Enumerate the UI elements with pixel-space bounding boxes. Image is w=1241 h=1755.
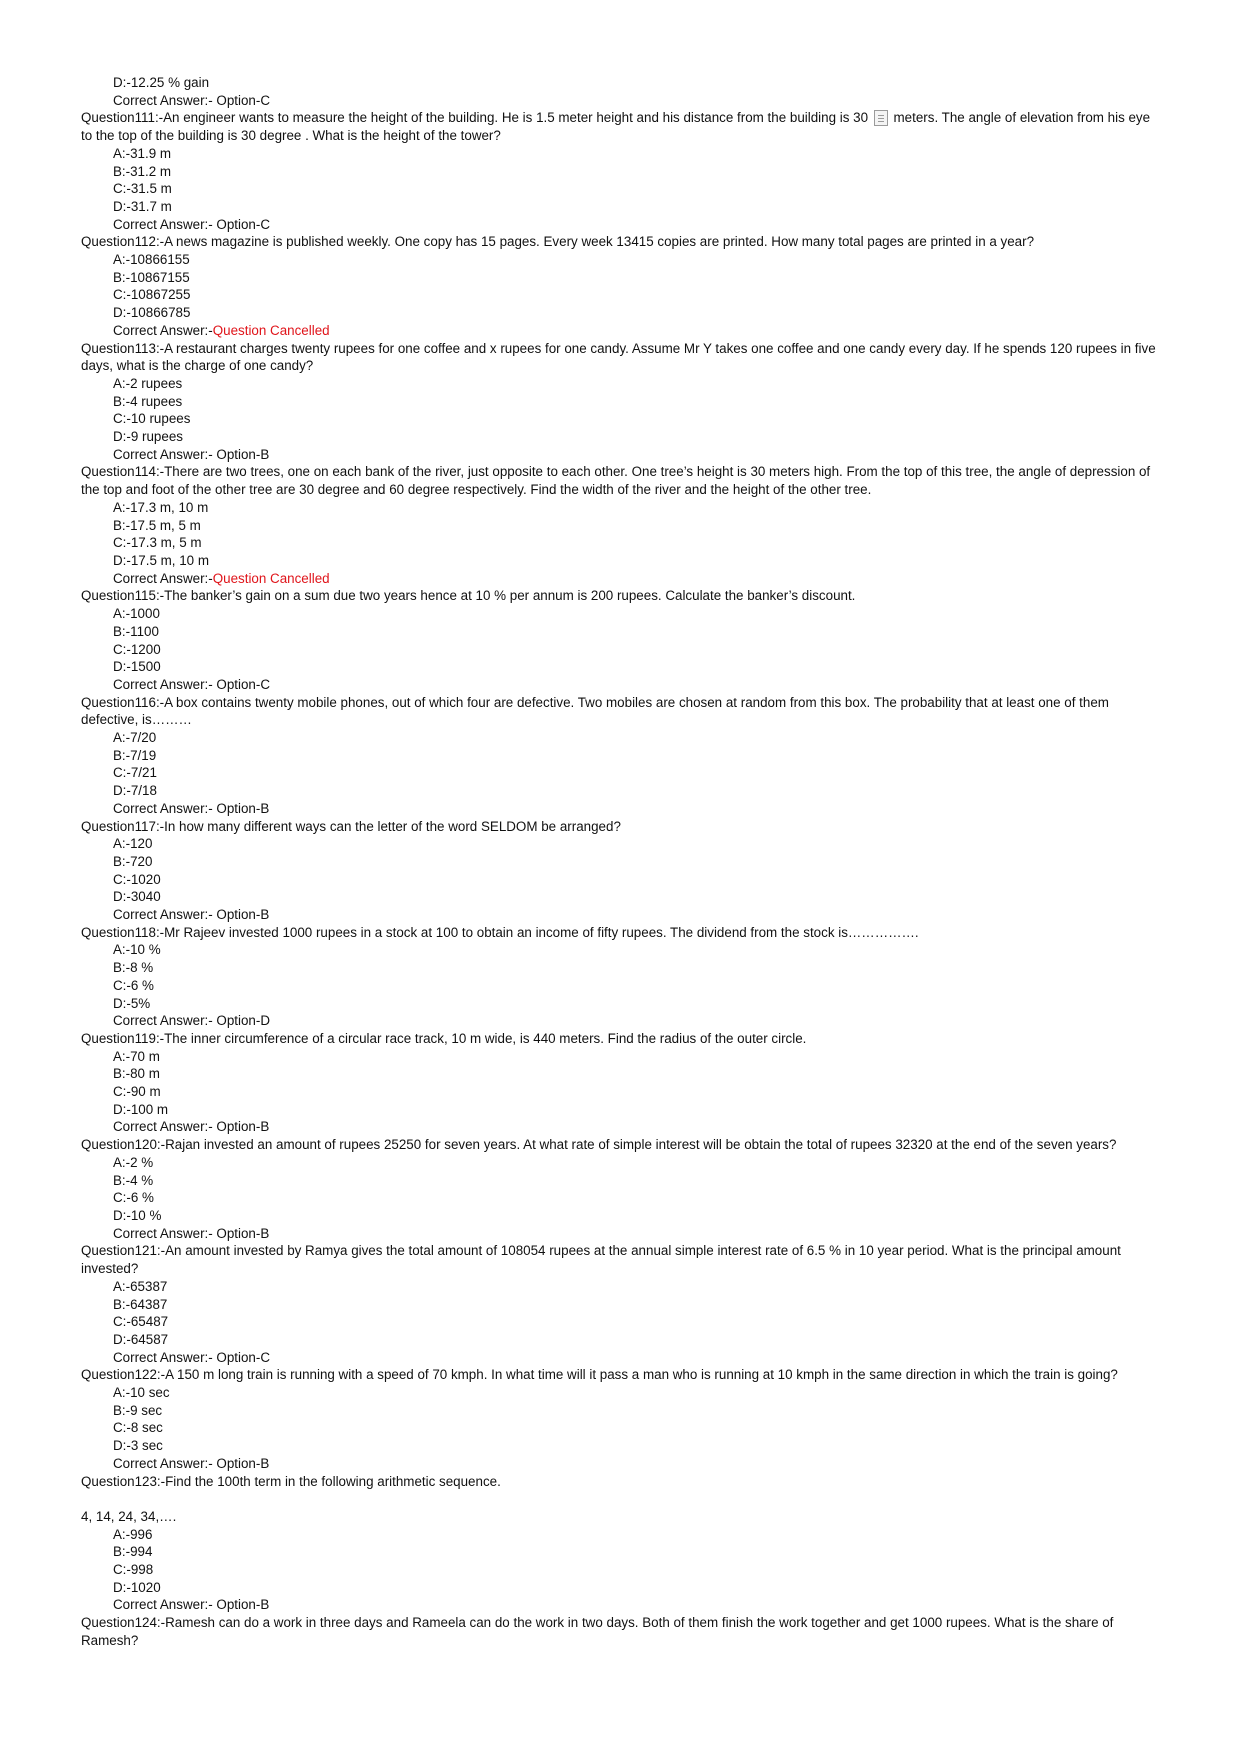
correct-answer: Correct Answer:- Option-B [113,1225,270,1241]
correct-answer: Correct Answer:- Option-D [113,1013,271,1029]
option-a: A:-1000 [113,606,160,622]
question-text: Question117:-In how many different ways can the letter of the word SELDOM be arranged? [81,818,621,834]
option-d: D:-31.7 m [113,198,172,214]
option-a: A:-31.9 m [113,145,172,161]
correct-answer: Correct Answer:- Option-C [113,216,271,232]
correct-answer: Correct Answer:- Option-C [113,92,271,108]
cancelled-notice: Question Cancelled [212,322,330,338]
option-c: C:-998 [113,1562,154,1578]
option-d: D:-10 % [113,1208,162,1223]
option-c: C:-90 m [113,1084,161,1100]
option-b: B:-720 [113,853,153,869]
question-text: Question118:-Mr Rajeev invested 1000 rupees in a stock at 100 to obtain an income of fifty rupees. The dividend from the stock is……………. [81,924,919,940]
correct-answer: Correct Answer:- Option-B [113,1119,270,1135]
option-b: B:-4 rupees [113,393,183,409]
option-d: D:-1500 [113,659,161,675]
question-text: Question121:-An amount invested by Ramya gives the total amount of 108054 rupees at the annual simple interest rate of 6.5 % in 10 year period. What is the principal amount invested? [81,1243,1121,1277]
correct-answer: Correct Answer:- Option-B [113,446,270,462]
option-d: D:-64587 [113,1331,169,1347]
question-text: Question122:-A 150 m long train is running with a speed of 70 kmph. In what time will it pass a man who is running at 10 kmph in the same direction in which the train is going? [81,1367,1118,1383]
option-b: B:-64387 [113,1296,168,1312]
option-d: D:-9 rupees [113,429,183,445]
correct-answer: Correct Answer:- Option-C [113,676,271,692]
option-c: C:-8 sec [113,1420,163,1436]
option-c: C:-10867255 [113,287,191,303]
question-text: Question124:-Ramesh can do a work in three days and Rameela can do the work in two days. Both of them finish the work together and get 1000 rupees. What is the share of Ramesh? [81,1615,1114,1648]
option-a: A:-70 m [113,1048,160,1064]
option-a: A:-996 [113,1526,153,1542]
option-b: B:-17.5 m, 5 m [113,517,201,533]
correct-answer: Correct Answer:- Option-B [113,1597,270,1613]
option-d: D:-10866785 [113,305,191,321]
option-d: D:-1020 [113,1579,161,1595]
option-a: A:-65387 [113,1278,168,1294]
option-d: D:-7/18 [113,783,157,799]
option-b: B:-8 % [113,960,154,976]
option-d: D:-12.25 % gain [113,75,210,90]
option-b: B:-4 % [113,1172,154,1188]
option-b: B:-10867155 [113,269,190,285]
question-text: Question120:-Rajan invested an amount of rupees 25250 for seven years. At what rate of simple interest will be obtain the total of rupees 32320 at the end of the seven years? [81,1137,1117,1153]
option-a: A:-10 sec [113,1385,170,1401]
option-b: B:-994 [113,1544,153,1560]
option-b: B:-31.2 m [113,163,172,179]
option-a: A:-7/20 [113,730,157,746]
correct-answer: Correct Answer:- Option-B [113,800,270,816]
option-c: C:-6 % [113,977,154,993]
correct-answer: Correct Answer:- Option-B [113,1455,270,1471]
option-a: A:-10 % [113,942,161,958]
option-b: B:-9 sec [113,1402,163,1418]
correct-answer: Correct Answer:-Question Cancelled [113,322,330,338]
question-text: Question114:-There are two trees, one on each bank of the river, just opposite to each other. One tree’s height is 30 meters high. From the top of this tree, the angle of depression of the top and foot of the other tree are 30 degree and 60 degree respectively. Find the width of the river and the height of the other tree. [81,464,1151,498]
option-c: C:-6 % [113,1190,154,1206]
question-text: Question113:-A restaurant charges twenty rupees for one coffee and x rupees for one candy. Assume Mr Y takes one coffee and one candy every day. If he spends 120 rupees in five days, what is the charge of one candy? [81,340,1156,374]
option-d: D:-3 sec [113,1438,163,1454]
sequence-text: 4, 14, 24, 34,…. [81,1508,177,1524]
option-c: C:-1020 [113,871,161,887]
option-d: D:-17.5 m, 10 m [113,552,209,568]
question-text: Question116:-A box contains twenty mobile phones, out of which four are defective. Two mobiles are chosen at random from this box. The probability that at least one of them defective, is……… [81,694,1109,728]
correct-answer: Correct Answer:- Option-B [113,907,270,923]
option-d: D:-3040 [113,889,161,905]
option-c: C:-17.3 m, 5 m [113,535,202,551]
option-c: C:-7/21 [113,765,157,781]
question-list [81,74,1161,1650]
correct-answer: Correct Answer:-Question Cancelled [113,570,330,586]
option-d: D:-100 m [113,1101,169,1117]
option-d: D:-5% [113,995,151,1011]
option-a: A:-2 % [113,1154,154,1170]
option-b: B:-7/19 [113,747,157,763]
embedded-image-icon [874,110,888,126]
option-a: A:-120 [113,836,153,852]
option-a: A:-2 rupees [113,375,183,391]
cancelled-notice: Question Cancelled [212,570,330,586]
question-text: Question123:-Find the 100th term in the following arithmetic sequence. [81,1473,501,1489]
option-c: C:-31.5 m [113,181,172,197]
option-b: B:-1100 [113,623,159,639]
blank-line [81,1490,1161,1508]
question-text: Question119:-The inner circumference of a circular race track, 10 m wide, is 440 meters. Find the radius of the outer circle. [81,1030,807,1046]
option-a: A:-10866155 [113,252,190,268]
correct-answer: Correct Answer:- Option-C [113,1349,271,1365]
option-b: B:-80 m [113,1066,160,1082]
question-text: Question115:-The banker’s gain on a sum due two years hence at 10 % per annum is 200 rupees. Calculate the banker’s discount. [81,588,856,604]
question-text: Question112:-A news magazine is published weekly. One copy has 15 pages. Every week 13415 copies are printed. How many total pages are printed in a year? [81,234,1035,250]
option-c: C:-65487 [113,1314,169,1330]
option-a: A:-17.3 m, 10 m [113,499,209,515]
option-c: C:-10 rupees [113,411,191,427]
option-c: C:-1200 [113,641,161,657]
question-text: Question111:-An engineer wants to measure the height of the building. He is 1.5 meter height and his distance from the building is 30 meters. The angle of elevation from his eye to the top of the building is 30 degree . What is the height of the tower? [81,110,1151,144]
